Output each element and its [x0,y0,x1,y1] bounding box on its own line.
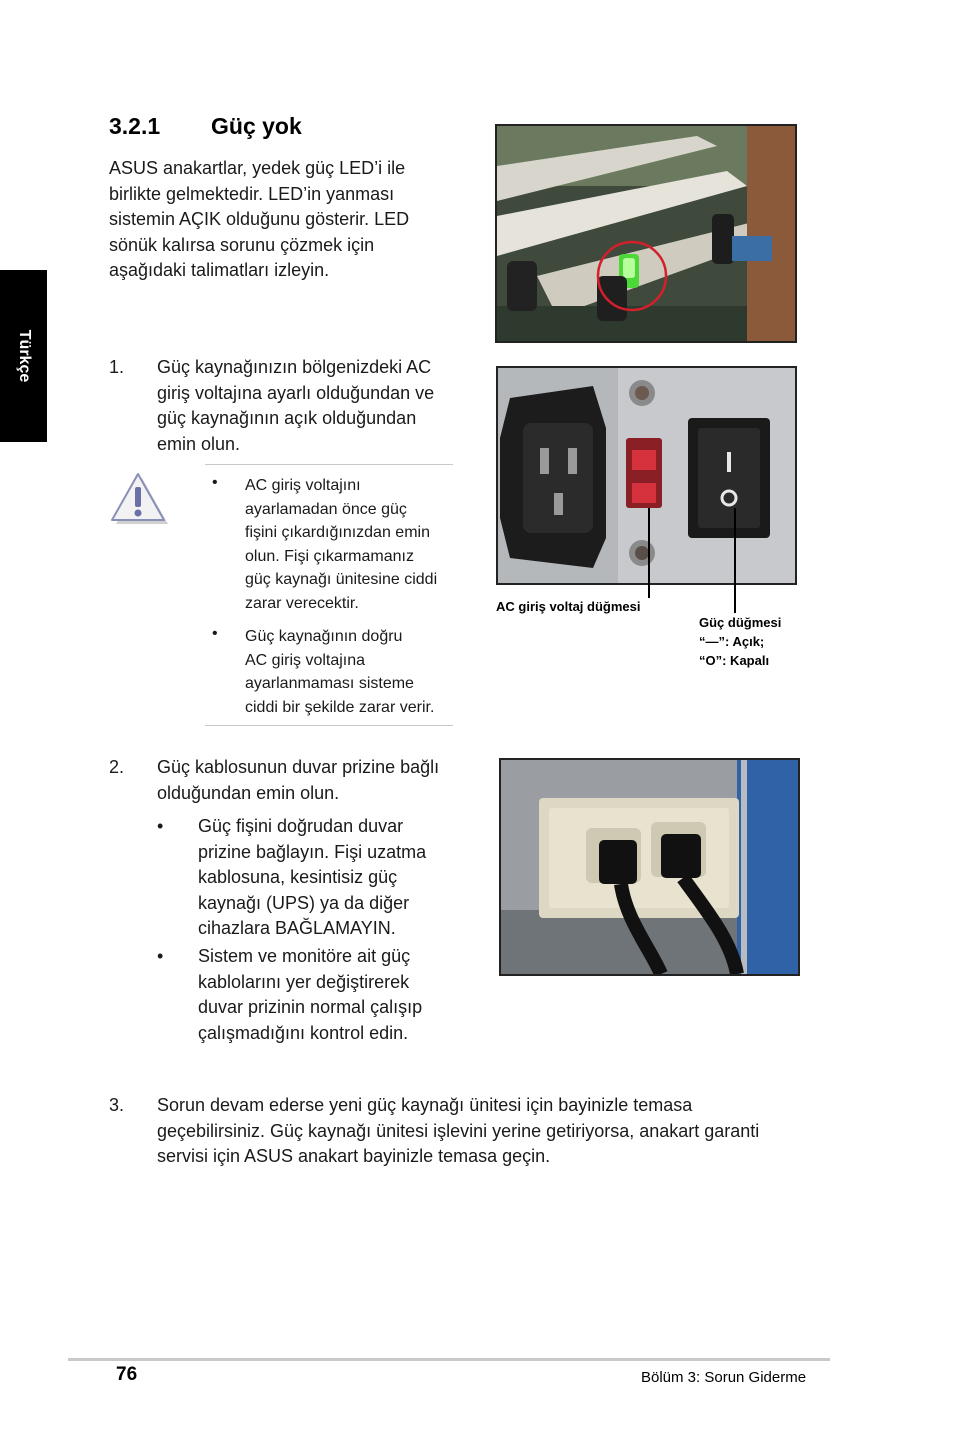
caution-line: ciddi bir şekilde zarar verir. [245,698,435,716]
ac-switch-leader-line [648,508,650,598]
motherboard-led-illustration [497,126,795,341]
caution-line: AC giriş voltajını [245,477,361,494]
wall-socket-illustration [501,760,798,974]
step-2-bullet-line: Sistem ve monitöre ait güç [198,946,411,966]
caution-line: Güç kaynağının doğru [245,628,403,645]
step-3-line: geçebilirsiniz. Güç kaynağı ünitesi işlevini yerine getiriyorsa, anakart garanti [157,1120,760,1141]
intro-line: sönük kalırsa sorunu çözmek için [109,234,375,255]
caution-bullet-2 [245,625,460,719]
page-number: 76 [116,1364,138,1385]
intro-line: sistemin AÇIK olduğunu gösterir. LED [109,209,410,229]
section-number: 3.2.1 [109,113,161,139]
wall-socket-photo [499,758,800,976]
caution-line: güç kaynağı ünitesine ciddi [245,571,438,588]
bullet-dot: • [157,816,164,836]
power-switch-leader-line [734,508,736,613]
intro-line: aşağıdaki talimatları izleyin. [109,260,330,280]
footer-rule [68,1358,830,1361]
step-3-line: Sorun devam ederse yeni güç kaynağı ünitesi için bayinizle temasa [157,1095,693,1115]
step-3-text [157,1093,857,1170]
step-2-bullet-line: kablolarını yer değiştirerek [198,971,410,992]
step-1-text [157,355,477,457]
psu-switches-illustration [498,368,795,583]
psu-switches-photo [496,366,797,585]
power-switch-caption-line: “O”: Kapalı [699,653,770,668]
step-3-line: servisi için ASUS anakart bayinizle temasa geçin. [157,1146,551,1166]
caution-line: olun. Fişi çıkarmamanız [245,547,414,565]
step-2-number: 2. [109,757,125,777]
intro-paragraph [109,156,459,284]
language-side-tab [0,270,47,442]
power-switch-caption-line: “—”: Açık; [699,634,765,649]
step-2-bullet-line: duvar prizinin normal çalışıp [198,997,423,1017]
step-2-bullet-line: çalışmadığını kontrol edin. [198,1022,409,1043]
step-3-number: 3. [109,1095,125,1115]
step-1-line: giriş voltajına ayarlı olduğundan ve [157,382,435,403]
step-2-bullet-line: cihazlara BAĞLAMAYIN. [198,918,396,938]
step-1-line: Güç kaynağınızın bölgenizdeki AC [157,357,432,377]
caution-line: AC giriş voltajına [245,651,366,669]
motherboard-led-photo [495,124,797,343]
step-2-bullet-1 [198,814,478,942]
bullet-dot: • [212,474,218,491]
step-2-bullet-line: kaynağı (UPS) ya da diğer [198,892,410,913]
bullet-dot: • [212,625,218,642]
language-label: Türkçe [15,329,33,383]
step-2-text [157,755,477,806]
step-1-line: emin olun. [157,433,241,454]
section-title: Güç yok [211,113,302,139]
chapter-title: Bölüm 3: Sorun Giderme [641,1369,807,1386]
warning-icon [110,470,170,526]
step-2-bullet-2 [198,944,478,1046]
step-2-bullet-line: kablosuna, kesintisiz güç [198,867,398,887]
power-switch-caption-line: Güç düğmesi [699,615,782,630]
caution-line: ayarlamadan önce güç [245,500,407,518]
step-1-line: güç kaynağının açık olduğundan [157,408,417,428]
intro-line: ASUS anakartlar, yedek güç LED’i ile [109,158,406,178]
step-1-number: 1. [109,357,125,377]
step-2-bullet-line: prizine bağlayın. Fişi uzatma [198,841,427,862]
step-2-line: Güç kablosunun duvar prizine bağlı [157,757,440,777]
caution-bottom-rule [205,725,453,726]
power-switch-caption [699,613,781,670]
caution-top-rule [205,464,453,465]
caution-line: zarar verecektir. [245,594,359,612]
step-2-line: olduğundan emin olun. [157,782,340,803]
ac-switch-caption: AC giriş voltaj düğmesi [496,599,641,614]
caution-line: ayarlanmaması sisteme [245,675,414,692]
intro-line: birlikte gelmektedir. LED’in yanması [109,183,395,204]
step-2-bullet-line: Güç fişini doğrudan duvar [198,816,404,836]
bullet-dot: • [157,946,164,966]
caution-bullet-1 [245,474,460,615]
caution-line: fişini çıkardığınızdan emin [245,524,430,541]
